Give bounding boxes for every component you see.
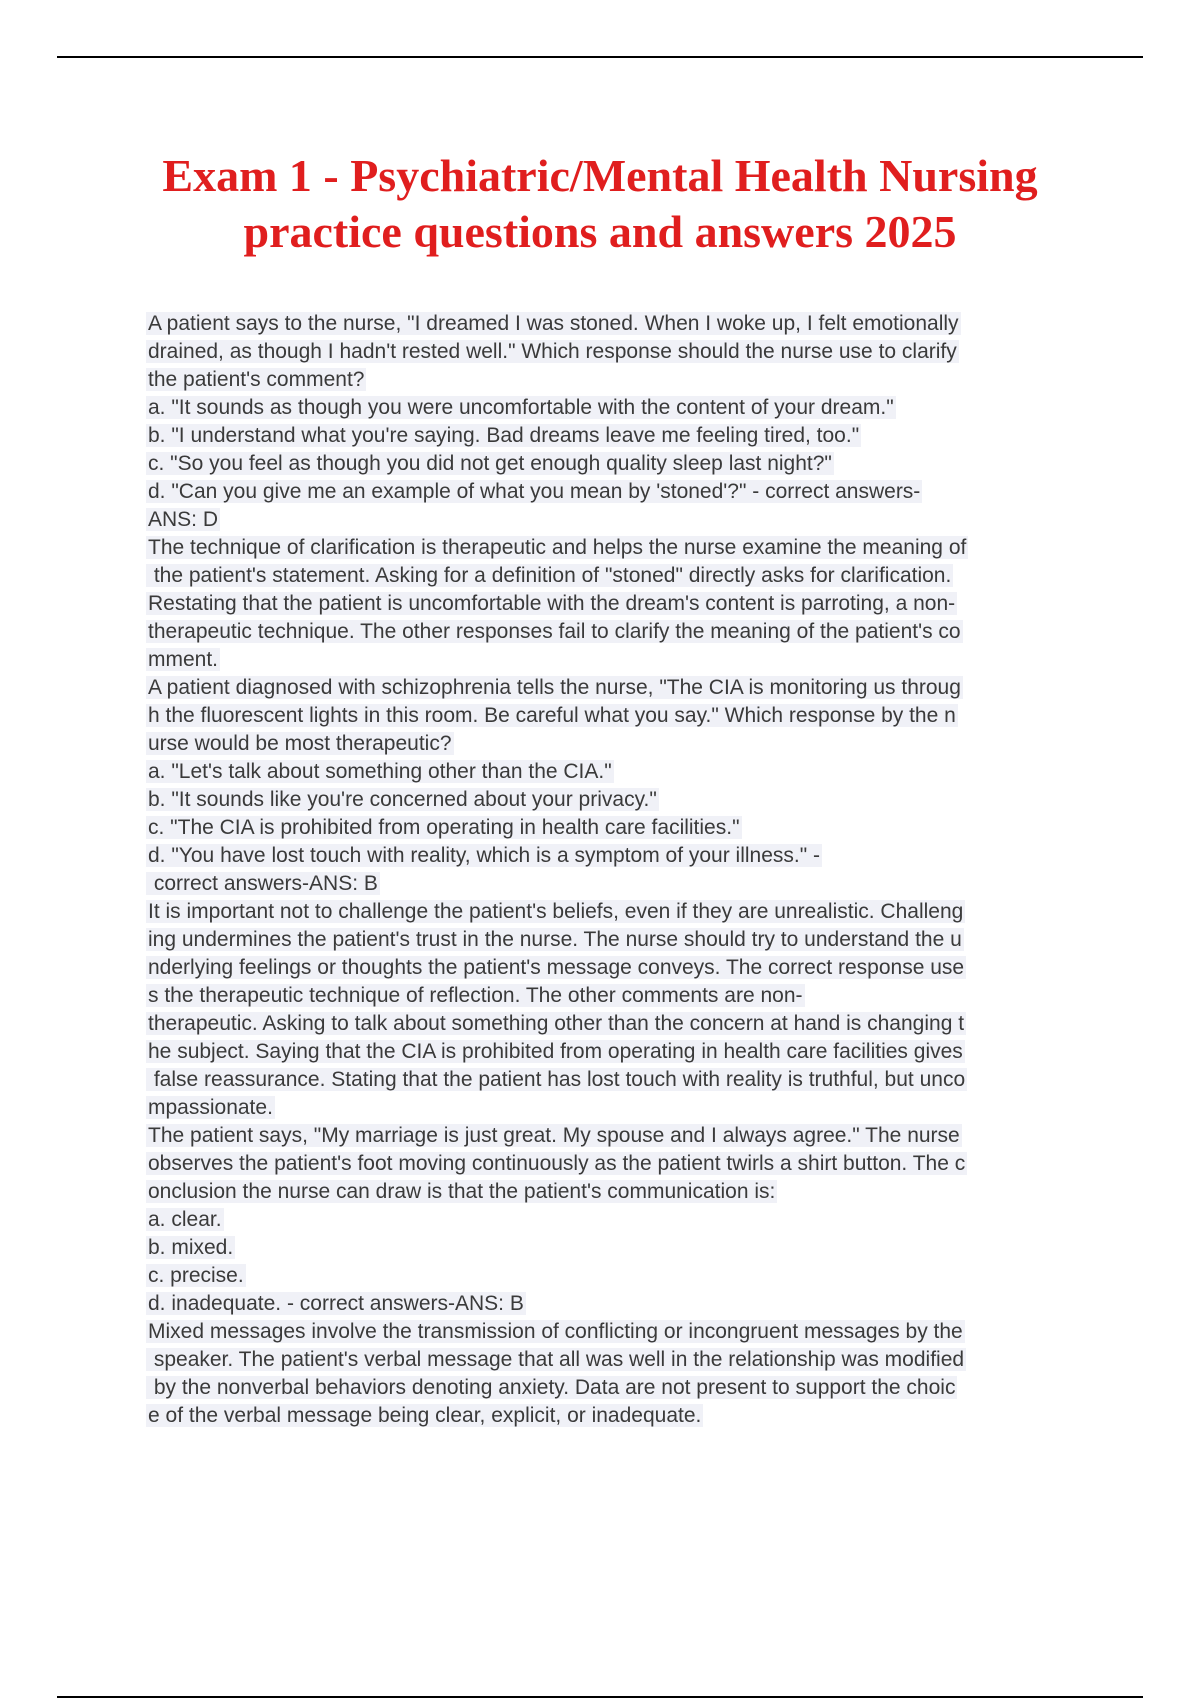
text-line-content: The patient says, "My marriage is just great. My spouse and I always agree." The nurse <box>148 1124 960 1147</box>
text-line <box>146 842 1146 870</box>
text-line-content: c. "So you feel as though you did not get enough quality sleep last night?" <box>148 452 832 475</box>
text-line-content: b. "It sounds like you're concerned about your privacy." <box>148 788 657 811</box>
text-line <box>146 898 1146 926</box>
text-line <box>146 730 1146 758</box>
text-line-content: nderlying feelings or thoughts the patient's message conveys. The correct response use <box>148 956 965 979</box>
text-line-content: d. inadequate. - correct answers-ANS: B <box>148 1292 524 1315</box>
text-line-content: c. precise. <box>148 1264 244 1287</box>
text-line <box>146 1066 1146 1094</box>
text-line-content: ANS: D <box>148 508 219 531</box>
text-line <box>146 1262 1146 1290</box>
text-line-content: correct answers-ANS: B <box>148 872 378 895</box>
text-line <box>146 674 1146 702</box>
text-line-content: It is important not to challenge the patient's beliefs, even if they are unrealistic. Challeng <box>148 900 964 923</box>
text-line-content: speaker. The patient's verbal message that all was well in the relationship was modified <box>148 1348 965 1371</box>
text-line <box>146 1122 1146 1150</box>
text-line <box>146 366 1146 394</box>
page-title <box>60 148 1140 260</box>
text-line-content: Restating that the patient is uncomfortable with the dream's content is parroting, a non- <box>148 592 956 615</box>
text-line-content: A patient says to the nurse, "I dreamed I was stoned. When I woke up, I felt emotionally <box>148 312 959 335</box>
text-line-content: false reassurance. Stating that the patient has lost touch with reality is truthful, but unco <box>148 1068 966 1091</box>
text-line-content: d. "You have lost touch with reality, which is a symptom of your illness." - <box>148 844 821 867</box>
text-line-content: e of the verbal message being clear, explicit, or inadequate. <box>148 1404 702 1427</box>
text-line-content: he subject. Saying that the CIA is prohibited from operating in health care facilities gives <box>148 1040 963 1063</box>
text-line-content: by the nonverbal behaviors denoting anxiety. Data are not present to support the choic <box>148 1376 956 1399</box>
text-line-content: d. "Can you give me an example of what you mean by 'stoned'?" - correct answers- <box>148 480 921 503</box>
text-line <box>146 618 1146 646</box>
text-line-content: observes the patient's foot moving continuously as the patient twirls a shirt button. The c <box>148 1152 966 1175</box>
text-line-content: therapeutic. Asking to talk about something other than the concern at hand is changing t <box>148 1012 965 1035</box>
text-line <box>146 1178 1146 1206</box>
text-line <box>146 646 1146 674</box>
text-line <box>146 422 1146 450</box>
text-line-content: onclusion the nurse can draw is that the patient's communication is: <box>148 1180 776 1203</box>
text-line <box>146 590 1146 618</box>
text-line <box>146 1402 1146 1430</box>
text-line-content: h the fluorescent lights in this room. Be careful what you say." Which response by the n <box>148 704 956 727</box>
text-line <box>146 450 1146 478</box>
text-line-content: drained, as though I hadn't rested well." Which response should the nurse use to clarify <box>148 340 957 363</box>
text-line-content: therapeutic technique. The other responses fail to clarify the meaning of the patient's co <box>148 620 961 643</box>
text-line <box>146 1374 1146 1402</box>
text-line <box>146 758 1146 786</box>
text-line <box>146 1318 1146 1346</box>
text-line <box>146 786 1146 814</box>
text-line-content: the patient's statement. Asking for a definition of "stoned" directly asks for clarification. <box>148 564 952 587</box>
text-line <box>146 1346 1146 1374</box>
text-line-content: a. clear. <box>148 1208 222 1231</box>
document-body <box>146 310 1146 1430</box>
text-line <box>146 1038 1146 1066</box>
text-line <box>146 1290 1146 1318</box>
text-line <box>146 1234 1146 1262</box>
text-line-content: urse would be most therapeutic? <box>148 732 452 755</box>
text-line <box>146 1150 1146 1178</box>
text-line-content: mpassionate. <box>148 1096 273 1119</box>
text-line-content: ing undermines the patient's trust in the nurse. The nurse should try to understand the u <box>148 928 962 951</box>
text-line-content: b. mixed. <box>148 1236 234 1259</box>
text-line <box>146 926 1146 954</box>
text-line <box>146 534 1146 562</box>
title-line-2: practice questions and answers 2025 <box>243 206 957 257</box>
text-line <box>146 954 1146 982</box>
title-line-1: Exam 1 - Psychiatric/Mental Health Nursing <box>162 150 1038 201</box>
text-line-content: s the therapeutic technique of reflection. The other comments are non- <box>148 984 803 1007</box>
text-line-content: A patient diagnosed with schizophrenia tells the nurse, "The CIA is monitoring us throug <box>148 676 961 699</box>
text-line <box>146 702 1146 730</box>
text-line <box>146 1206 1146 1234</box>
text-line <box>146 338 1146 366</box>
text-line <box>146 870 1146 898</box>
text-line <box>146 982 1146 1010</box>
text-line <box>146 1010 1146 1038</box>
text-line-content: mment. <box>148 648 219 671</box>
text-line-content: a. "Let's talk about something other than the CIA." <box>148 760 612 783</box>
bottom-rule <box>57 1696 1143 1698</box>
text-line-content: a. "It sounds as though you were uncomfortable with the content of your dream." <box>148 396 894 419</box>
text-line-content: c. "The CIA is prohibited from operating in health care facilities." <box>148 816 740 839</box>
text-line <box>146 506 1146 534</box>
text-line <box>146 394 1146 422</box>
text-line <box>146 1094 1146 1122</box>
text-line <box>146 814 1146 842</box>
text-line <box>146 478 1146 506</box>
text-line-content: Mixed messages involve the transmission of conflicting or incongruent messages by the <box>148 1320 963 1343</box>
text-line-content: b. "I understand what you're saying. Bad dreams leave me feeling tired, too." <box>148 424 860 447</box>
top-rule <box>57 56 1143 58</box>
text-line <box>146 562 1146 590</box>
text-line-content: The technique of clarification is therapeutic and helps the nurse examine the meaning of <box>148 536 967 559</box>
text-line-content: the patient's comment? <box>148 368 365 391</box>
text-line <box>146 310 1146 338</box>
